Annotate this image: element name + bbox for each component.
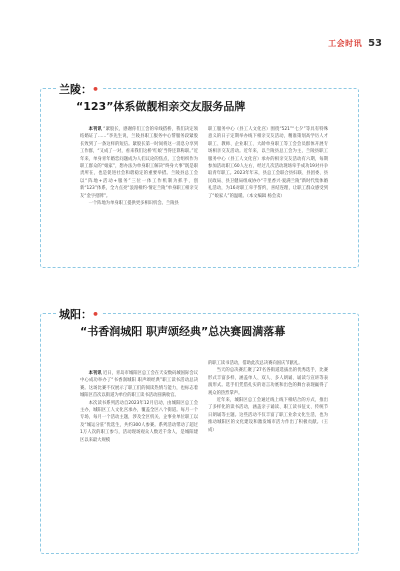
article-body: 当天的总决赛汇聚了27名各街道选拔出的优秀选手，比赛形式丰富多样，涵盖单人、双人、多人朗诵、诵读与宣讲等表演形式。选手们凭借扎实的语言功底和出色的舞台表现赢得了观众的热烈掌声。 [208,368,328,396]
article-column-left-lanling [80,126,198,262]
article-location-chengyang [56,306,102,322]
article-body: “紧股长，感谢你们工会的牵线搭桥，我们决定领结婚证了……”李先生说，兰陵县职工服务中心帮服务段紧股长致到了一条这样的短信。紧股长第一时间将这一消息分享到工作群，“又成了一对，看来我们这桥‘红娘’当得还算称职。”近年来，单身青年婚恋问题成为人们议论的焦点，工会组织作为职工群众的“娘家”，想办法为单身职工解决“终身大事”既是职责所在，也是促进社会和谐稳定的重要举措。兰陵县总工会以“阵地+活动+服务”三位一体工作机制为抓手，创新“123”体系，全力点亮“浪漫相约·情定兰陵”单身职工相亲交友“金字招牌”。 [80,127,198,199]
page-header [328,38,382,49]
section-label: 工会时讯 [328,39,363,48]
location-dots: • [92,308,100,321]
article-column-right-lanling [208,126,328,262]
location-text: 兰陵： [59,83,92,96]
article-lead: 本刊讯 [88,127,102,132]
article-body: 的职工读书活动，借助此次总决赛向国庆节献礼。 [208,361,303,366]
article-column-right-chengyang [208,360,328,548]
article-title-lanling: “123”体系做靓相亲交友服务品牌 [76,100,246,113]
page-number: 53 [368,38,382,49]
article-body: 近日，青岛市城阳区总工会在天安数码城国际会议中心成功举办了“书香润城阳 职声颂经典”职工读书活动总决赛。这场比赛不仅展示了职工们的阅读热情与能力，也标志着城阳区首次以街道为单位的职工读书活动圆满收官。 [80,371,198,399]
location-dots: • [92,83,100,96]
article-column-left-chengyang [80,370,198,548]
article-body: 职工服务中心（县工人文化宫）围绕“521”“七夕”等具有特殊意义的日子定期举办线下相亲交友活动，精准策划高学历人才职工、教师、企业职工、大龄单身职工等工会会员群体开展专场相亲交友活动。近年来，以兰陵县总工会为主，兰陵县职工服务中心（县工人文化宫）承办的相亲交友活动有六期，每期参加活动职工60人左右，经过几次活动现场牵手成功19对并争取青年职工。2023年年末，县总工会联合县妇联、县团委、县民政局、县卫健局组成协办“千里香兴·爱满兰陵”新时代集体婚礼活动，为16对职工牵手誓约，喜结连理，让职工群众感受到了“娘家人”的温暖。（本文编辑 杨会卖） [208,127,328,199]
article-body: 近年来，城阳区总工会通过线上线下相结合的方式，推出了多样化的读书活动，涵盖亲子诵读、职工读书征文、传统节日朗诵等主题。这些活动不仅丰富了职工业余文化生活，也为推动城阳区的文化建设和激发城市活力作出了积极贡献。（王成） [208,398,328,433]
location-text: 城阳： [59,308,92,321]
article-location-lanling [56,81,102,97]
article-lead: 本刊讯 [88,371,102,376]
article-body: 本次读书系列活动自2023年12月启动，由城阳区总工会主办，城阳区工人文化宫承办，覆盖全区八个街道。每月一个专场，每月一个活动主题，涉及全区机关、企事业单位职工以及“城运分驻”优选生，共约300人参赛。系列活动带动了超过1万人次的职工参与，活动现场观众人数近千余人，是城阳建区以来最大规模 [80,400,198,443]
article-body: 一个阵地为单身职工提供更多相识机会。兰陵县 [88,201,179,207]
article-title-chengyang: “书香润城阳 职声颂经典”总决赛圆满落幕 [80,325,286,338]
